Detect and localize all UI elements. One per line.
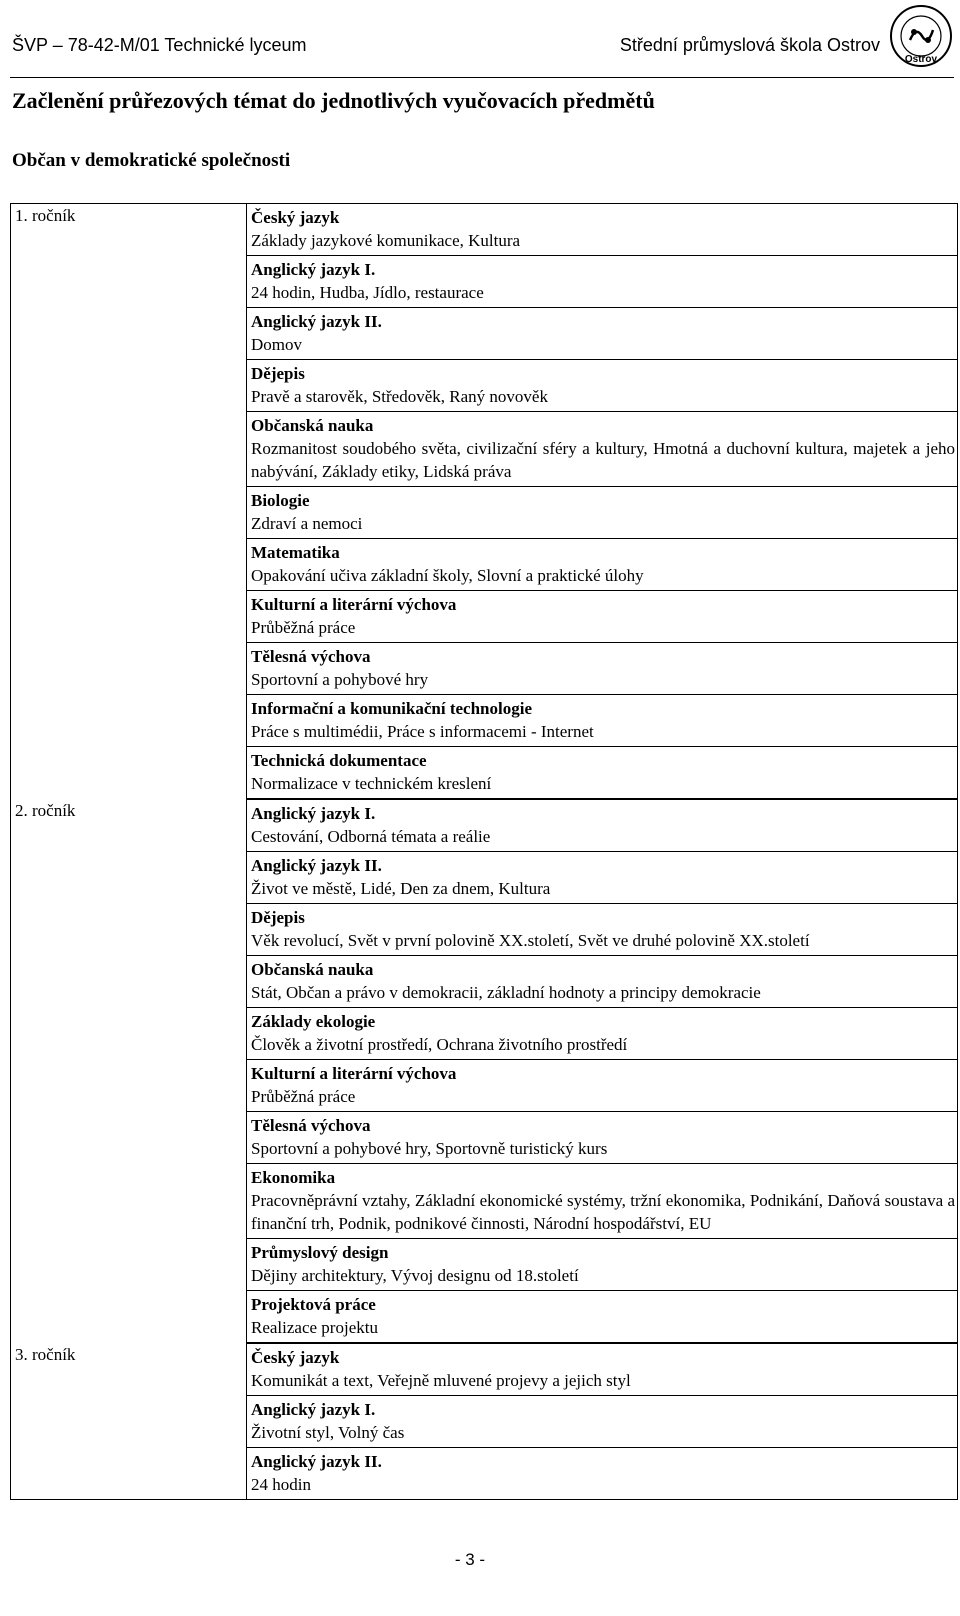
subject-cell (246, 695, 957, 747)
subject-topics: Normalizace v technickém kreslení (251, 774, 492, 793)
subject-cell (246, 1060, 957, 1112)
subject-cell (246, 904, 957, 956)
subject-cell (246, 204, 957, 256)
subject-name: Český jazyk (251, 208, 340, 227)
subject-topics: 24 hodin, Hudba, Jídlo, restaurace (251, 283, 484, 302)
subject-topics: Sportovní a pohybové hry (251, 670, 429, 689)
subject-cell (246, 643, 957, 695)
header-divider (10, 77, 954, 78)
subject-name: Tělesná výchova (251, 647, 371, 666)
school-logo (884, 2, 958, 76)
subject-cell (246, 539, 957, 591)
subject-cell (246, 1008, 957, 1060)
grade-label: 1. ročník (15, 206, 76, 225)
subject-name: Dějepis (251, 364, 305, 383)
subject-topics: Komunikát a text, Veřejně mluvené projevy a jejich styl (251, 1371, 631, 1390)
subject-name: Občanská nauka (251, 960, 374, 979)
subject-cell (246, 852, 957, 904)
grade-row (11, 799, 957, 1343)
subject-name: Biologie (251, 491, 310, 510)
subject-cell (246, 1239, 957, 1291)
subject-cell (246, 1396, 957, 1448)
subject-topics: Průběžná práce (251, 1087, 356, 1106)
subject-list (246, 204, 957, 799)
subject-topics: Cestování, Odborná témata a reálie (251, 827, 491, 846)
subject-topics: Realizace projektu (251, 1318, 378, 1337)
subject-cell (246, 308, 957, 360)
subject-name: Matematika (251, 543, 340, 562)
grade-row (11, 204, 957, 799)
subject-cell (246, 799, 957, 852)
subject-name: Ekonomika (251, 1168, 336, 1187)
subject-name: Anglický jazyk I. (251, 1400, 376, 1419)
subject-topics: Věk revolucí, Svět v první polovině XX.století, Svět ve druhé polovině XX.století (251, 931, 810, 950)
subject-cell (246, 256, 957, 308)
subject-cell (246, 1291, 957, 1343)
subject-cell (246, 487, 957, 539)
subject-cell (246, 412, 957, 487)
subject-list (246, 799, 957, 1343)
subject-name: Občanská nauka (251, 416, 374, 435)
subject-topics: Práce s multimédii, Práce s informacemi - Internet (251, 722, 594, 741)
subject-name: Anglický jazyk II. (251, 856, 382, 875)
subject-topics: Opakování učiva základní školy, Slovní a praktické úlohy (251, 566, 644, 585)
subject-name: Tělesná výchova (251, 1116, 371, 1135)
subject-name: Technická dokumentace (251, 751, 427, 770)
subject-cell (246, 1448, 957, 1499)
subject-name: Český jazyk (251, 1348, 340, 1367)
subject-topics: Pracovněprávní vztahy, Základní ekonomické systémy, tržní ekonomika, Podnikání, Daňová soustava a finanční trh, Podnik, podnikové činnosti, Národní hospodářství, EU (251, 1191, 955, 1233)
subject-topics: Zdraví a nemoci (251, 514, 363, 533)
subject-topics: Domov (251, 335, 302, 354)
subject-topics: 24 hodin (251, 1475, 311, 1494)
page-number: - 3 - (454, 1550, 486, 1569)
header-program-code: ŠVP – 78-42-M/01 Technické lyceum (12, 35, 307, 55)
subjects-table (10, 203, 958, 1500)
subject-topics: Průběžná práce (251, 618, 356, 637)
subject-cell (246, 747, 957, 799)
subject-name: Průmyslový design (251, 1243, 389, 1262)
subject-name: Základy ekologie (251, 1012, 376, 1031)
subject-list (246, 1343, 957, 1499)
subject-name: Informační a komunikační technologie (251, 699, 532, 718)
subject-topics: Stát, Občan a právo v demokracii, základní hodnoty a principy demokracie (251, 983, 761, 1002)
subject-cell (246, 1343, 957, 1396)
subject-name: Anglický jazyk I. (251, 804, 376, 823)
logo-text: Ostrov (904, 54, 938, 65)
grade-label: 2. ročník (15, 801, 76, 820)
subject-name: Anglický jazyk II. (251, 1452, 382, 1471)
header-school-name: Střední průmyslová škola Ostrov (619, 35, 880, 55)
subject-name: Kulturní a literární výchova (251, 595, 457, 614)
section-subtitle: Občan v demokratické společnosti (12, 150, 291, 171)
grade-label: 3. ročník (15, 1345, 76, 1364)
subject-cell (246, 1164, 957, 1239)
document-title: Začlenění průřezových témat do jednotlivých vyučovacích předmětů (12, 88, 655, 113)
grade-row (11, 1343, 957, 1499)
subject-topics: Sportovní a pohybové hry, Sportovně turistický kurs (251, 1139, 608, 1158)
subject-name: Projektová práce (251, 1295, 376, 1314)
subject-topics: Životní styl, Volný čas (251, 1423, 405, 1442)
subject-cell (246, 591, 957, 643)
subject-topics: Dějiny architektury, Vývoj designu od 18.století (251, 1266, 579, 1285)
subject-topics: Základy jazykové komunikace, Kultura (251, 231, 521, 250)
subject-topics: Rozmanitost soudobého světa, civilizační sféry a kultury, Hmotná a duchovní kultura, majetek a jeho nabývání, Základy etiky, Lidská práva (251, 439, 955, 481)
subject-name: Kulturní a literární výchova (251, 1064, 457, 1083)
subject-name: Dějepis (251, 908, 305, 927)
subject-topics: Pravě a starověk, Středověk, Raný novověk (251, 387, 548, 406)
subject-name: Anglický jazyk I. (251, 260, 376, 279)
subject-cell (246, 1112, 957, 1164)
subject-cell (246, 360, 957, 412)
subject-topics: Člověk a životní prostředí, Ochrana životního prostředí (251, 1035, 628, 1054)
subject-name: Anglický jazyk II. (251, 312, 382, 331)
subject-topics: Život ve městě, Lidé, Den za dnem, Kultura (251, 879, 551, 898)
subject-cell (246, 956, 957, 1008)
